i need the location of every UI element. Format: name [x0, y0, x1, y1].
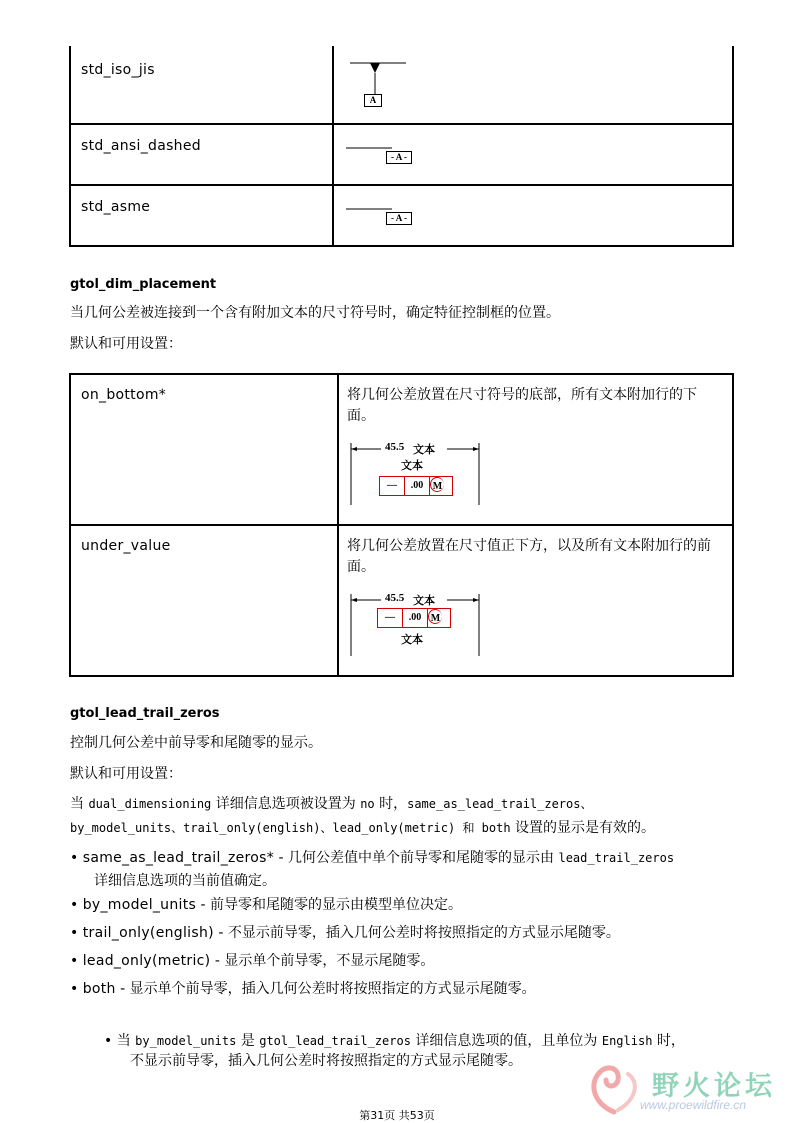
extra-text-line: 文本 [401, 634, 423, 646]
list-item: • trail_only(english) - 不显示前导零，插入几何公差时将按照指定的方式显示尾随零。 [70, 925, 620, 941]
option-name: under_value [81, 538, 171, 554]
list-item: • same_as_lead_trail_zeros* - 几何公差值中单个前导零和尾随零的显示由 lead_trail_zeros 详细信息选项的当前值确定。 [70, 850, 675, 889]
dimension-text: 文本 [413, 444, 435, 456]
section-description: 当几何公差被连接到一个含有附加文本的尺寸符号时，确定特征控制框的位置。 [70, 305, 560, 321]
sub-list-item: • 当 by_model_units 是 gtol_lead_trail_zeros 详细信息选项的值，且单位为 English 时， [104, 1033, 685, 1049]
sub-list-item-continuation: 不显示前导零，插入几何公差时将按照指定的方式显示尾随零。 [130, 1053, 522, 1069]
option-description: 将几何公差放置在尺寸值正下方，以及所有文本附加行的前面。 [347, 538, 711, 575]
table-cell [338, 525, 733, 676]
dimension-text: 文本 [413, 595, 435, 607]
fcf-tolerance: .00 [405, 477, 430, 495]
placement-table [69, 373, 734, 677]
table-cell [338, 374, 733, 525]
feature-control-frame [379, 476, 453, 496]
bullet-dot: • [70, 981, 79, 997]
page-number: 第31页 共53页 [359, 1109, 435, 1122]
dimension-value: 45.5 [385, 441, 405, 453]
table-cell [333, 46, 733, 124]
fcf-symbol: — [378, 609, 403, 627]
datum-label: - A - [386, 151, 412, 164]
table-cell [70, 46, 333, 124]
datum-label: A [364, 94, 382, 107]
standard-table [69, 46, 734, 247]
table-cell [333, 185, 733, 246]
datum-label: - A - [386, 212, 412, 225]
watermark-title: 野火论坛 [652, 1071, 776, 1102]
option-description: 将几何公差放置在尺寸符号的底部，所有文本附加行的下面。 [347, 387, 697, 424]
bullet-dot: • [70, 953, 79, 969]
option-name: std_asme [81, 199, 151, 215]
option-name: std_iso_jis [81, 62, 155, 78]
table-cell [333, 124, 733, 185]
fcf-symbol: — [380, 477, 405, 495]
watermark-url: www.proewildfire.cn [640, 1098, 747, 1112]
dimension-value: 45.5 [385, 592, 405, 604]
table-cell [70, 525, 338, 676]
option-name: on_bottom* [81, 387, 167, 403]
bullet-dot: • [70, 925, 79, 941]
list-item: • both - 显示单个前导零，插入几何公差时将按照指定的方式显示尾随零。 [70, 981, 536, 997]
fcf-modifier: M [428, 609, 442, 624]
fcf-modifier: M [430, 477, 444, 492]
feature-control-frame [377, 608, 451, 628]
section-title: gtol_dim_placement [70, 277, 217, 292]
table-cell [70, 374, 338, 525]
option-name: std_ansi_dashed [81, 138, 201, 154]
list-item: • lead_only(metric) - 显示单个前导零，不显示尾随零。 [70, 953, 435, 969]
fcf-tolerance: .00 [403, 609, 428, 627]
section-description: 控制几何公差中前导零和尾随零的显示。 [70, 735, 322, 751]
section-title: gtol_lead_trail_zeros [70, 706, 220, 721]
note-line-1: 当 dual_dimensioning 详细信息选项被设置为 no 时，same_as_lead_trail_zeros、 [70, 796, 593, 812]
list-item: • by_model_units - 前导零和尾随零的显示由模型单位决定。 [70, 897, 463, 913]
extra-text-line: 文本 [401, 460, 423, 472]
bullet-dot: • [70, 850, 79, 866]
note-line-2: by_model_units、trail_only(english)、lead_only(metric) 和 both 设置的显示是有效的。 [70, 820, 656, 836]
table-cell [70, 124, 333, 185]
table-cell [70, 185, 333, 246]
bullet-dot: • [104, 1033, 113, 1049]
defaults-label: 默认和可用设置： [70, 336, 182, 352]
bullet-dot: • [70, 897, 79, 913]
defaults-label: 默认和可用设置： [70, 766, 182, 782]
